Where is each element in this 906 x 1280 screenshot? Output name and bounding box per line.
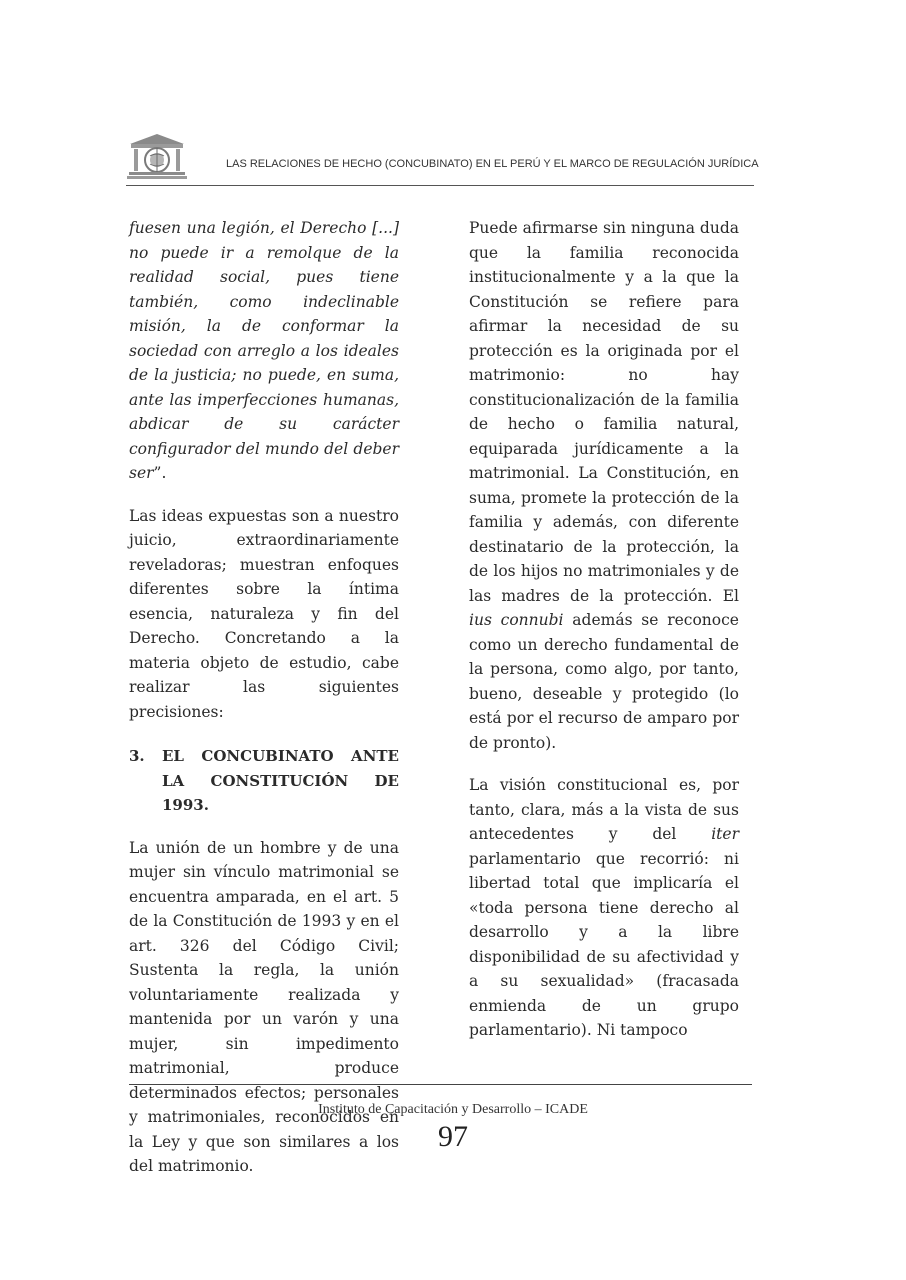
latin-term: ius connubi bbox=[469, 611, 564, 629]
section-title: EL CONCUBINATO ANTE LA CONSTITUCIÓN DE 1993. bbox=[162, 747, 399, 814]
paragraph: Las ideas expuestas son a nuestro juicio, extraordinariamente reveladoras; muestran enfoques diferentes sobre la íntima esencia, naturaleza y fin del Derecho. Concretando a la materia objeto de estudio, cabe realizar las siguientes precisiones: bbox=[129, 506, 399, 721]
latin-term: iter bbox=[711, 825, 739, 843]
left-column bbox=[129, 216, 399, 1179]
paragraph-text: parlamentario que recorrió: ni libertad total que implicaría el «toda persona tiene derecho al desarrollo y a la libre disponibilidad de su afectividad y a su sexualidad» (fracasada enmienda de un grupo parlamentario). Ni tampoco bbox=[469, 849, 739, 1039]
icade-logo-icon bbox=[126, 132, 188, 180]
header-divider bbox=[126, 185, 754, 186]
paragraph-text: Puede afirmarse sin ninguna duda que la familia reconocida institucionalmente y a la que la Constitución se refiere para afirmar la necesidad de su protección es la originada por el matrimonio: no hay constitucionalización de la familia de hecho o familia natural, equiparada jurídicamente a la matrimonial. La Constitución, en suma, promete la protección de la familia y además, con diferente destinatario de la protección, la de los hijos no matrimoniales y de las madres de la protección. El bbox=[469, 219, 739, 605]
page-header bbox=[126, 130, 759, 186]
paragraph bbox=[469, 773, 739, 1043]
section-heading bbox=[129, 744, 399, 818]
footer-divider bbox=[129, 1084, 752, 1085]
page-number: 97 bbox=[438, 1120, 468, 1153]
quote-text: fuesen una legión, el Derecho [...] no puede ir a remolque de la realidad social, pues tiene también, como indeclinable misión, la de conformar la sociedad con arreglo a los ideales de la justicia; no puede, en suma, ante las imperfecciones humanas, abdicar de su carácter configurador del mundo del deber ser bbox=[129, 219, 399, 482]
footer-institution: Instituto de Capacitación y Desarrollo – ICADE bbox=[318, 1102, 588, 1117]
paragraph-text: además se reconoce como un derecho fundamental de la persona, como algo, por tanto, bueno, deseable y protegido (lo está por el recurso de amparo por de pronto). bbox=[469, 611, 739, 752]
running-header-title: LAS RELACIONES DE HECHO (CONCUBINATO) EN EL PERÚ Y EL MARCO DE REGULACIÓN JURÍDICA bbox=[226, 158, 759, 170]
quote-end: ”. bbox=[153, 464, 167, 482]
section-number: 3. bbox=[129, 747, 145, 765]
paragraph bbox=[469, 216, 739, 755]
right-column bbox=[469, 216, 739, 1043]
paragraph: La unión de un hombre y de una mujer sin vínculo matrimonial se encuentra amparada, en el art. 5 de la Constitución de 1993 y en el art. 326 del Código Civil; Sustenta la regla, la unión voluntariamente realizada y mantenida por un varón y una mujer, sin impedimento matrimonial, produce determinados efectos; personales y matrimoniales, reconocidos en la Ley y que son similares a los del matrimonio. bbox=[129, 838, 399, 1175]
quote-paragraph bbox=[129, 216, 399, 486]
paragraph-text: La visión constitucional es, por tanto, clara, más a la vista de sus antecedentes y del bbox=[469, 776, 739, 843]
